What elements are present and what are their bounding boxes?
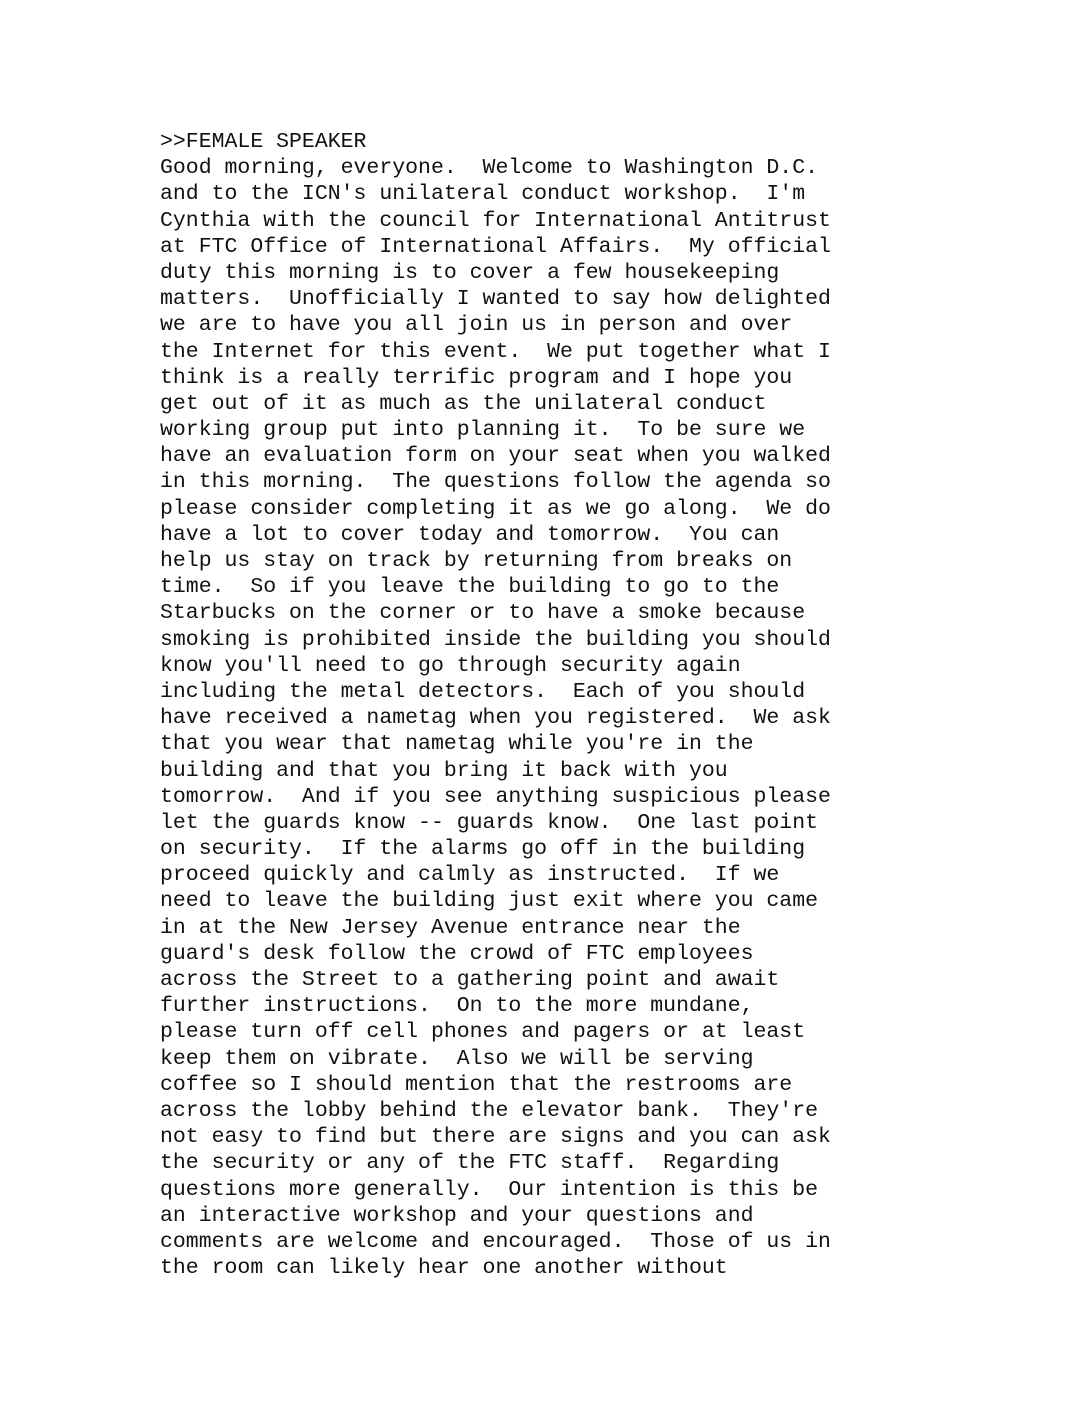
transcript-line: proceed quickly and calmly as instructed. If we	[160, 863, 780, 888]
transcript-line: have received a nametag when you registered. We ask	[160, 706, 831, 731]
transcript-line: please turn off cell phones and pagers or at least	[160, 1020, 806, 1045]
transcript-line: working group put into planning it. To be sure we	[160, 418, 806, 443]
transcript-line: across the Street to a gathering point and await	[160, 968, 780, 992]
transcript-line: let the guards know -- guards know. One last point	[160, 810, 819, 835]
transcript-line: an interactive workshop and your questions and	[160, 1203, 754, 1228]
transcript-line: help us stay on track by returning from breaks on	[160, 549, 793, 573]
transcript-line: not easy to find but there are signs and you can ask	[160, 1125, 831, 1150]
transcript-line: matters. Unofficially I wanted to say how delighted	[160, 287, 831, 312]
transcript-line: need to leave the building just exit where you came	[160, 889, 819, 914]
transcript-line: the Internet for this event. We put together what I	[160, 339, 831, 364]
transcript-line: the security or any of the FTC staff. Regarding	[160, 1151, 780, 1176]
transcript-line: the room can likely hear one another without	[160, 1256, 728, 1281]
transcript-line: building and that you bring it back with you	[160, 758, 728, 783]
transcript-line: at FTC Office of International Affairs. My official	[160, 234, 831, 259]
transcript-line: we are to have you all join us in person and over	[160, 313, 793, 338]
transcript-line: in this morning. The questions follow the agenda so	[160, 470, 831, 495]
transcript-line: have an evaluation form on your seat when you walked	[160, 444, 831, 469]
transcript-line: duty this morning is to cover a few housekeeping	[160, 260, 780, 285]
transcript-line: please consider completing it as we go along. We do	[160, 496, 831, 521]
transcript-line: smoking is prohibited inside the building you should	[160, 627, 831, 652]
transcript-line: time. So if you leave the building to go to the	[160, 575, 780, 600]
transcript-line: tomorrow. And if you see anything suspicious please	[160, 784, 831, 809]
transcript-line: across the lobby behind the elevator bank. They're	[160, 1098, 819, 1123]
transcript-line: think is a really terrific program and I hope you	[160, 365, 793, 390]
transcript-line: get out of it as much as the unilateral conduct	[160, 391, 767, 416]
transcript-line: in at the New Jersey Avenue entrance near the	[160, 915, 741, 940]
transcript-line: keep them on vibrate. Also we will be serving	[160, 1046, 754, 1071]
transcript-line: that you wear that nametag while you're in the	[160, 732, 754, 757]
transcript-line: and to the ICN's unilateral conduct workshop. I'm	[160, 182, 806, 207]
transcript-line: including the metal detectors. Each of you should	[160, 679, 806, 704]
transcript-line: further instructions. On to the more mundane,	[160, 994, 754, 1019]
transcript-line: questions more generally. Our intention is this be	[160, 1177, 819, 1202]
transcript-line: Good morning, everyone. Welcome to Washington D.C.	[160, 156, 819, 181]
speaker-label: >>FEMALE SPEAKER	[160, 130, 367, 154]
transcript-line: coffee so I should mention that the restrooms are	[160, 1072, 793, 1097]
transcript-line: know you'll need to go through security again	[160, 653, 741, 678]
transcript-body	[160, 129, 1060, 1281]
transcript-line: Starbucks on the corner or to have a smoke because	[160, 601, 806, 626]
transcript-line: comments are welcome and encouraged. Those of us in	[160, 1229, 831, 1254]
transcript-line: Cynthia with the council for International Antitrust	[160, 208, 831, 233]
transcript-line: on security. If the alarms go off in the building	[160, 837, 806, 862]
transcript-line: have a lot to cover today and tomorrow. You can	[160, 522, 780, 547]
transcript-line: guard's desk follow the crowd of FTC employees	[160, 941, 754, 966]
